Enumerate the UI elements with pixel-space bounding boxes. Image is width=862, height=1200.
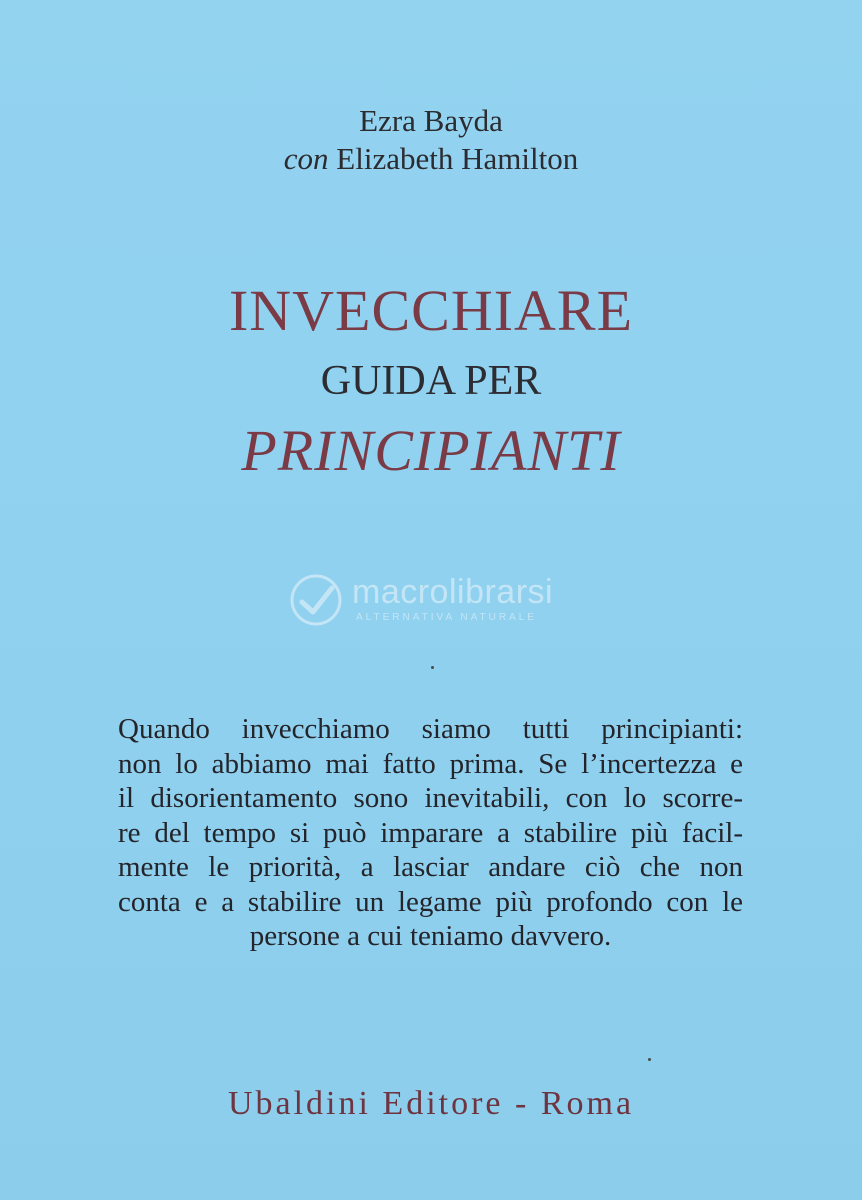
blurb-line: il disorientamento sono inevitabili, con lo scorre-: [118, 782, 743, 814]
blurb-line: re del tempo si può imparare a stabilire più facil-: [118, 816, 743, 849]
blurb-line: mente le priorità, a lasciar andare ciò che non: [118, 851, 743, 883]
author-name: Ezra Bayda: [359, 103, 503, 138]
author-block: [0, 102, 862, 178]
blurb-line: conta e a stabilire un legame più profondo con le: [118, 885, 743, 918]
blurb-paragraph: [118, 712, 743, 954]
watermark-tagline: ALTERNATIVA NATURALE: [356, 612, 537, 623]
blurb-line: Quando invecchiamo siamo tutti principianti:: [118, 713, 743, 745]
title-line-3: PRINCIPIANTI: [241, 418, 621, 483]
watermark-brand: macrolibrarsi: [352, 573, 554, 611]
co-author-name: Elizabeth Hamilton: [336, 141, 579, 176]
co-author-line: [0, 140, 862, 178]
watermark: [286, 572, 586, 628]
co-author-prefix: con: [283, 141, 329, 176]
title-line-2: GUIDA PER: [320, 358, 542, 404]
title-line-1: INVECCHIARE: [228, 278, 634, 343]
print-speck: [431, 666, 434, 669]
blurb-line: persone a cui teniamo davvero.: [249, 920, 612, 952]
watermark-logo-icon: [286, 572, 346, 628]
print-speck: [648, 1058, 651, 1061]
publisher-imprint: Ubaldini Editore - Roma: [227, 1085, 635, 1122]
blurb-line: non lo abbiamo mai fatto prima. Se l’incertezza e: [118, 747, 743, 780]
